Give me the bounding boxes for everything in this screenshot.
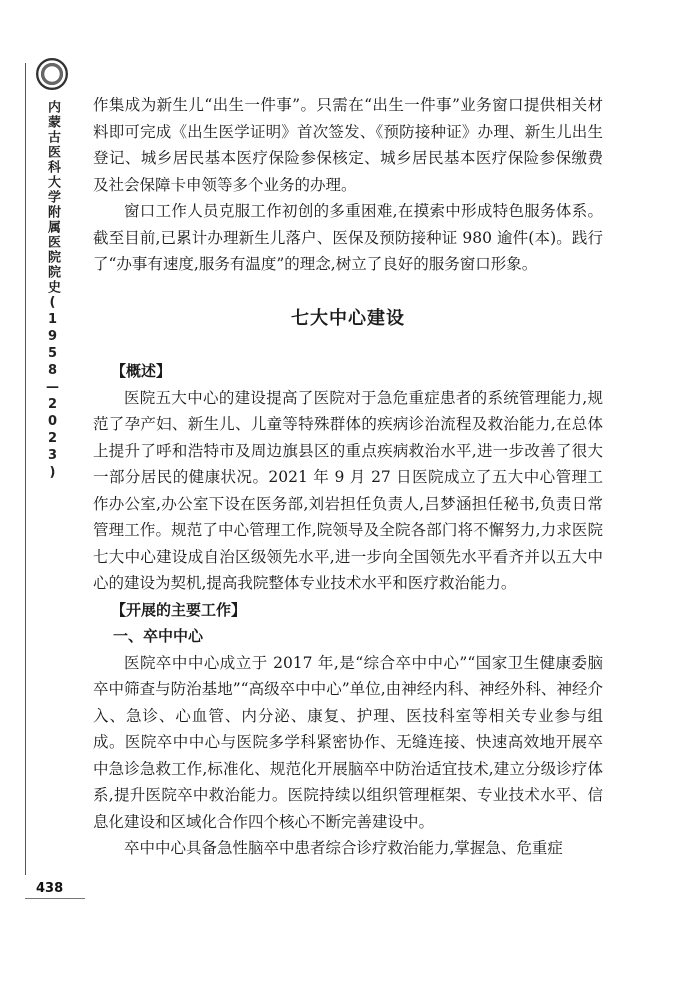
overview-heading: 【概述】 — [111, 362, 172, 380]
main-work-heading: 【开展的主要工作】 — [111, 600, 247, 619]
stroke-paragraph-1: 医院卒中中心成立于 2017 年,是“综合卒中中心”“国家卫生健康委脑卒中筛查与防治基地”“高级卒中中心”单位,由神经内科、神经外科、神经介入、急诊、心血管、内分泌、康复、护理、医技科室等相关专业参与组成。医院卒中中心与医院多学科紧密协作、无缝连接、快速高效地开展卒中急诊急救工作,标准化、规范化开展脑卒中防治适宜技术,建立分级诊疗体系,提升医院卒中救治能力。医院持续以组织管理框架、专业技术水平、信息化建设和区域化合作四个核心不断完善建设中。 — [93, 653, 603, 831]
page-number: 438 — [36, 881, 64, 896]
main-text — [93, 92, 603, 862]
page-number-rule — [25, 898, 85, 899]
paragraph-continuation: 作集成为新生儿“出生一件事”。只需在“出生一件事”业务窗口提供相关材料即可完成《出生医学证明》首次签发、《预防接种证》办理、新生儿出生登记、城乡居民基本医疗保险参保核定、城乡居民基本医疗保险参保缴费及社会保障卡申领等多个业务的办理。 — [93, 96, 603, 194]
stroke-paragraph-2: 卒中中心具备急性脑卒中患者综合诊疗救治能力,掌握急、危重症 — [124, 839, 563, 857]
book-title-vertical: 内蒙古医科大学附属医院院史(1958—2023) — [45, 100, 60, 482]
overview-paragraph: 医院五大中心的建设提高了医院对于急危重症患者的系统管理能力,规范了孕产妇、新生儿、儿童等特殊群体的疾病诊治流程及救治能力,在总体上提升了呼和浩特市及周边旗县区的重点疾病救治水平,进一步改善了很大一部分居民的健康状况。2021 年 9 月 27 日医院成立了五大中心管理工作办公室,办公室下设在医务部,刘岩担任负责人,吕梦涵担任秘书,负责日常管理工作。规范了中心管理工作,院领导及全院各部门将不懈努力,力求医院七大中心建设成自治区级领先水平,进一步向全国领先水平看齐并以五大中心的建设为契机,提高我院整体专业技术水平和医疗救治能力。 — [93, 388, 603, 592]
stroke-center-heading: 一、卒中中心 — [113, 627, 204, 645]
university-emblem-icon — [36, 58, 68, 90]
paragraph-service: 窗口工作人员克服工作初创的多重困难,在摸索中形成特色服务体系。截至目前,已累计办理新生儿落户、医保及预防接种证 980 逾件(本)。践行了“办事有速度,服务有温度”的理念,树立了良好的服务窗口形象。 — [93, 202, 603, 273]
sidebar-rule — [25, 63, 26, 875]
section-title: 七大中心建设 — [291, 307, 405, 329]
